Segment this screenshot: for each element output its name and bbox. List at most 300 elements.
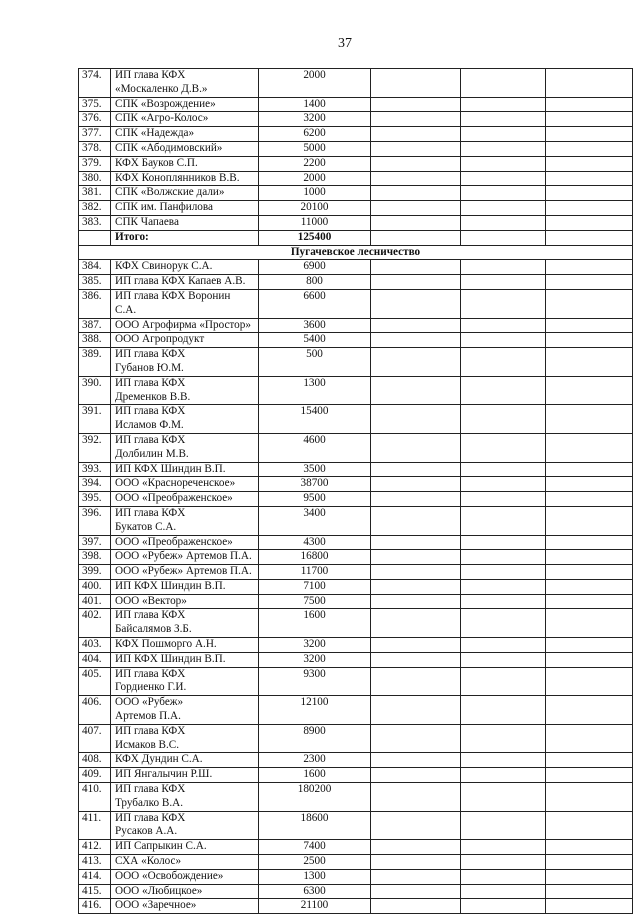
empty-cell (371, 433, 461, 462)
empty-cell (371, 768, 461, 783)
empty-cell (546, 477, 633, 492)
row-name: ИП Сапрыкин С.А. (111, 840, 259, 855)
empty-cell (546, 69, 633, 98)
empty-cell (461, 609, 546, 638)
row-number: 378. (79, 141, 111, 156)
row-value: 3200 (259, 112, 371, 127)
empty-cell (461, 638, 546, 653)
row-value: 20100 (259, 201, 371, 216)
row-value: 3500 (259, 462, 371, 477)
empty-cell (461, 462, 546, 477)
row-value: 6200 (259, 127, 371, 142)
row-name: СПК им. Панфилова (111, 201, 259, 216)
row-number: 383. (79, 215, 111, 230)
row-value: 6900 (259, 260, 371, 275)
empty-cell (461, 855, 546, 870)
empty-cell (546, 535, 633, 550)
empty-cell (461, 565, 546, 580)
table-row (79, 477, 633, 492)
empty-cell (461, 696, 546, 725)
row-value: 18600 (259, 811, 371, 840)
table-row (79, 97, 633, 112)
empty-cell (546, 652, 633, 667)
row-number: 400. (79, 579, 111, 594)
row-name: ИП глава КФХ Русаков А.А. (111, 811, 259, 840)
empty-cell (546, 609, 633, 638)
empty-cell (371, 69, 461, 98)
row-value: 1600 (259, 609, 371, 638)
table-row (79, 186, 633, 201)
allocation-table (78, 68, 633, 914)
row-name: КФХ Свинорук С.А. (111, 260, 259, 275)
row-value: 1600 (259, 768, 371, 783)
empty-cell (461, 768, 546, 783)
row-value: 4600 (259, 433, 371, 462)
row-number: 408. (79, 753, 111, 768)
empty-cell (461, 579, 546, 594)
row-value: 1000 (259, 186, 371, 201)
row-name: ИП КФХ Шиндин В.П. (111, 462, 259, 477)
row-number: 411. (79, 811, 111, 840)
row-number: 374. (79, 69, 111, 98)
row-name: ООО Агропродукт (111, 333, 259, 348)
row-name: ИП глава КФХ Воронин С.А. (111, 289, 259, 318)
table-row (79, 724, 633, 753)
row-value: 38700 (259, 477, 371, 492)
empty-cell (546, 855, 633, 870)
empty-cell (371, 171, 461, 186)
row-name: КФХ Дундин С.А. (111, 753, 259, 768)
row-name: СПК «Абодимовский» (111, 141, 259, 156)
row-value: 4300 (259, 535, 371, 550)
row-value: 180200 (259, 783, 371, 812)
row-name: ИП КФХ Шиндин В.П. (111, 579, 259, 594)
empty-cell (546, 550, 633, 565)
empty-cell (461, 724, 546, 753)
table-row (79, 171, 633, 186)
row-value: 3400 (259, 506, 371, 535)
row-number: 393. (79, 462, 111, 477)
empty-cell (546, 289, 633, 318)
row-number: 414. (79, 869, 111, 884)
table-row (79, 201, 633, 216)
empty-cell (371, 667, 461, 696)
row-number: 416. (79, 899, 111, 914)
empty-cell (461, 405, 546, 434)
empty-cell (461, 260, 546, 275)
row-number: 390. (79, 376, 111, 405)
row-number: 377. (79, 127, 111, 142)
empty-cell (371, 535, 461, 550)
table-body-b (79, 260, 633, 914)
empty-cell (461, 141, 546, 156)
empty-cell (546, 201, 633, 216)
row-value: 1300 (259, 869, 371, 884)
row-name: ООО «Рубеж» Артемов П.А. (111, 696, 259, 725)
section-title: Пугачевское лесничество (79, 245, 633, 260)
empty-cell (461, 333, 546, 348)
empty-cell (461, 753, 546, 768)
row-number: 381. (79, 186, 111, 201)
empty-cell (546, 230, 633, 245)
row-value: 11700 (259, 565, 371, 580)
row-number: 396. (79, 506, 111, 535)
empty-cell (546, 462, 633, 477)
empty-cell (371, 112, 461, 127)
row-number: 379. (79, 156, 111, 171)
row-value: 3600 (259, 318, 371, 333)
row-number: 410. (79, 783, 111, 812)
empty-cell (461, 492, 546, 507)
row-number: 384. (79, 260, 111, 275)
empty-cell (546, 433, 633, 462)
empty-cell (461, 899, 546, 914)
row-value: 7500 (259, 594, 371, 609)
row-value: 3200 (259, 638, 371, 653)
table-row (79, 141, 633, 156)
row-value: 2500 (259, 855, 371, 870)
row-number: 391. (79, 405, 111, 434)
empty-cell (546, 594, 633, 609)
table-row (79, 869, 633, 884)
empty-cell (546, 884, 633, 899)
row-name: СПК «Надежда» (111, 127, 259, 142)
empty-cell (461, 156, 546, 171)
table-row (79, 405, 633, 434)
empty-cell (371, 638, 461, 653)
row-number: 388. (79, 333, 111, 348)
row-number: 413. (79, 855, 111, 870)
empty-cell (546, 141, 633, 156)
empty-cell (371, 127, 461, 142)
empty-cell (371, 696, 461, 725)
empty-cell (461, 594, 546, 609)
total-label: Итого: (111, 230, 259, 245)
row-value: 9300 (259, 667, 371, 696)
empty-cell (461, 506, 546, 535)
empty-cell (546, 260, 633, 275)
empty-cell (546, 333, 633, 348)
row-name: ИП глава КФХ Долбилин М.В. (111, 433, 259, 462)
row-number: 386. (79, 289, 111, 318)
empty-cell (371, 609, 461, 638)
row-name: ООО «Краснореченское» (111, 477, 259, 492)
table-body-summary (79, 230, 633, 260)
empty-cell (546, 638, 633, 653)
empty-cell (461, 318, 546, 333)
empty-cell (371, 899, 461, 914)
row-name: ООО «Рубеж» Артемов П.А. (111, 565, 259, 580)
empty-cell (371, 855, 461, 870)
empty-cell (461, 289, 546, 318)
empty-cell (546, 376, 633, 405)
row-value: 2000 (259, 69, 371, 98)
empty-cell (371, 156, 461, 171)
empty-cell (371, 506, 461, 535)
table-row (79, 535, 633, 550)
empty-cell (546, 840, 633, 855)
empty-cell (546, 156, 633, 171)
row-name: КФХ Пошморго А.Н. (111, 638, 259, 653)
row-value: 2000 (259, 171, 371, 186)
table-row (79, 433, 633, 462)
empty-cell (371, 884, 461, 899)
table-row (79, 550, 633, 565)
row-name: ИП глава КФХ «Москаленко Д.В.» (111, 69, 259, 98)
table-row (79, 492, 633, 507)
empty-cell (546, 696, 633, 725)
empty-cell (371, 477, 461, 492)
table-row (79, 260, 633, 275)
row-value: 8900 (259, 724, 371, 753)
table-row (79, 318, 633, 333)
empty-cell (371, 652, 461, 667)
empty-cell (371, 348, 461, 377)
empty-cell (461, 840, 546, 855)
table-row (79, 156, 633, 171)
table-row (79, 376, 633, 405)
empty-cell (546, 171, 633, 186)
empty-cell (546, 753, 633, 768)
table-body-a (79, 69, 633, 231)
empty-cell (371, 201, 461, 216)
row-value: 3200 (259, 652, 371, 667)
row-name: ИП глава КФХ Букатов С.А. (111, 506, 259, 535)
row-value: 7400 (259, 840, 371, 855)
empty-cell (546, 724, 633, 753)
table-row (79, 652, 633, 667)
empty-cell (546, 492, 633, 507)
empty-cell (461, 667, 546, 696)
empty-cell (461, 112, 546, 127)
empty-cell (546, 768, 633, 783)
row-number: 405. (79, 667, 111, 696)
empty-cell (371, 230, 461, 245)
row-number: 382. (79, 201, 111, 216)
table-row (79, 768, 633, 783)
table-row (79, 69, 633, 98)
empty-cell (371, 215, 461, 230)
row-value: 12100 (259, 696, 371, 725)
row-value: 11000 (259, 215, 371, 230)
empty-cell (546, 506, 633, 535)
row-number: 385. (79, 275, 111, 290)
row-number: 399. (79, 565, 111, 580)
row-name: ООО «Заречное» (111, 899, 259, 914)
empty-cell (461, 652, 546, 667)
table-row (79, 506, 633, 535)
empty-cell (371, 260, 461, 275)
row-name: СХА «Колос» (111, 855, 259, 870)
row-value: 5000 (259, 141, 371, 156)
table-row (79, 899, 633, 914)
row-name: ИП глава КФХ Губанов Ю.М. (111, 348, 259, 377)
row-value: 9500 (259, 492, 371, 507)
row-number: 398. (79, 550, 111, 565)
empty-cell (461, 433, 546, 462)
row-name: ООО «Преображенское» (111, 535, 259, 550)
empty-cell (461, 171, 546, 186)
empty-cell (371, 405, 461, 434)
empty-cell (371, 840, 461, 855)
empty-cell (546, 275, 633, 290)
row-value: 6600 (259, 289, 371, 318)
empty-cell (461, 275, 546, 290)
table-row (79, 884, 633, 899)
empty-cell (371, 333, 461, 348)
empty-cell (371, 550, 461, 565)
row-name: ООО «Освобождение» (111, 869, 259, 884)
row-name: ИП Янгалычин Р.Ш. (111, 768, 259, 783)
table-row (79, 579, 633, 594)
row-value: 1300 (259, 376, 371, 405)
table-row (79, 565, 633, 580)
empty-cell (461, 869, 546, 884)
empty-cell (546, 811, 633, 840)
row-name: ООО «Любицкое» (111, 884, 259, 899)
empty-cell (371, 594, 461, 609)
table-row (79, 333, 633, 348)
table-row (79, 215, 633, 230)
total-num-cell (79, 230, 111, 245)
empty-cell (461, 215, 546, 230)
table-row (79, 840, 633, 855)
row-number: 412. (79, 840, 111, 855)
empty-cell (461, 230, 546, 245)
row-name: ИП глава КФХ Исмаков В.С. (111, 724, 259, 753)
empty-cell (371, 565, 461, 580)
row-value: 800 (259, 275, 371, 290)
empty-cell (371, 869, 461, 884)
row-name: КФХ Бауков С.П. (111, 156, 259, 171)
row-value: 21100 (259, 899, 371, 914)
empty-cell (371, 753, 461, 768)
empty-cell (371, 811, 461, 840)
table-row (79, 696, 633, 725)
empty-cell (546, 783, 633, 812)
row-number: 404. (79, 652, 111, 667)
empty-cell (546, 869, 633, 884)
empty-cell (546, 186, 633, 201)
empty-cell (461, 477, 546, 492)
row-number: 406. (79, 696, 111, 725)
row-name: ИП глава КФХ Гордиенко Г.И. (111, 667, 259, 696)
table-row (79, 753, 633, 768)
empty-cell (371, 376, 461, 405)
row-name: СПК «Агро-Колос» (111, 112, 259, 127)
total-value: 125400 (259, 230, 371, 245)
empty-cell (461, 811, 546, 840)
row-value: 15400 (259, 405, 371, 434)
row-value: 500 (259, 348, 371, 377)
empty-cell (546, 405, 633, 434)
table-row (79, 667, 633, 696)
table-row (79, 783, 633, 812)
row-name: ИП глава КФХ Трубалко В.А. (111, 783, 259, 812)
row-value: 1400 (259, 97, 371, 112)
table-row (79, 112, 633, 127)
empty-cell (371, 289, 461, 318)
row-value: 2300 (259, 753, 371, 768)
empty-cell (461, 783, 546, 812)
empty-cell (371, 724, 461, 753)
row-number: 380. (79, 171, 111, 186)
row-number: 376. (79, 112, 111, 127)
row-name: СПК «Волжские дали» (111, 186, 259, 201)
empty-cell (546, 579, 633, 594)
empty-cell (546, 97, 633, 112)
table-row (79, 594, 633, 609)
row-value: 7100 (259, 579, 371, 594)
row-number: 392. (79, 433, 111, 462)
row-value: 2200 (259, 156, 371, 171)
section-header-row (79, 245, 633, 260)
empty-cell (371, 318, 461, 333)
row-number: 397. (79, 535, 111, 550)
row-value: 5400 (259, 333, 371, 348)
table-row (79, 462, 633, 477)
empty-cell (546, 348, 633, 377)
row-name: ООО «Вектор» (111, 594, 259, 609)
table-row (79, 289, 633, 318)
empty-cell (371, 492, 461, 507)
row-number: 403. (79, 638, 111, 653)
empty-cell (461, 884, 546, 899)
empty-cell (371, 579, 461, 594)
row-name: ИП глава КФХ Капаев А.В. (111, 275, 259, 290)
empty-cell (371, 97, 461, 112)
empty-cell (546, 127, 633, 142)
row-name: ИП глава КФХ Байсалямов З.Б. (111, 609, 259, 638)
row-number: 389. (79, 348, 111, 377)
empty-cell (546, 215, 633, 230)
row-value: 16800 (259, 550, 371, 565)
row-name: ИП глава КФХ Дременков В.В. (111, 376, 259, 405)
row-name: ООО «Преображенское» (111, 492, 259, 507)
total-row (79, 230, 633, 245)
row-number: 375. (79, 97, 111, 112)
empty-cell (461, 97, 546, 112)
row-number: 401. (79, 594, 111, 609)
page-number: 37 (338, 36, 352, 51)
empty-cell (546, 667, 633, 696)
empty-cell (461, 550, 546, 565)
empty-cell (461, 348, 546, 377)
row-number: 387. (79, 318, 111, 333)
empty-cell (371, 186, 461, 201)
empty-cell (461, 376, 546, 405)
empty-cell (546, 112, 633, 127)
row-name: ИП глава КФХ Исламов Ф.М. (111, 405, 259, 434)
table-row (79, 609, 633, 638)
row-name: СПК Чапаева (111, 215, 259, 230)
row-number: 394. (79, 477, 111, 492)
row-number: 395. (79, 492, 111, 507)
table-row (79, 638, 633, 653)
empty-cell (461, 186, 546, 201)
empty-cell (371, 141, 461, 156)
row-name: ООО «Рубеж» Артемов П.А. (111, 550, 259, 565)
row-number: 415. (79, 884, 111, 899)
table-row (79, 275, 633, 290)
table-row (79, 127, 633, 142)
empty-cell (371, 275, 461, 290)
empty-cell (546, 899, 633, 914)
row-value: 6300 (259, 884, 371, 899)
row-number: 407. (79, 724, 111, 753)
row-name: КФХ Коноплянников В.В. (111, 171, 259, 186)
table-row (79, 348, 633, 377)
